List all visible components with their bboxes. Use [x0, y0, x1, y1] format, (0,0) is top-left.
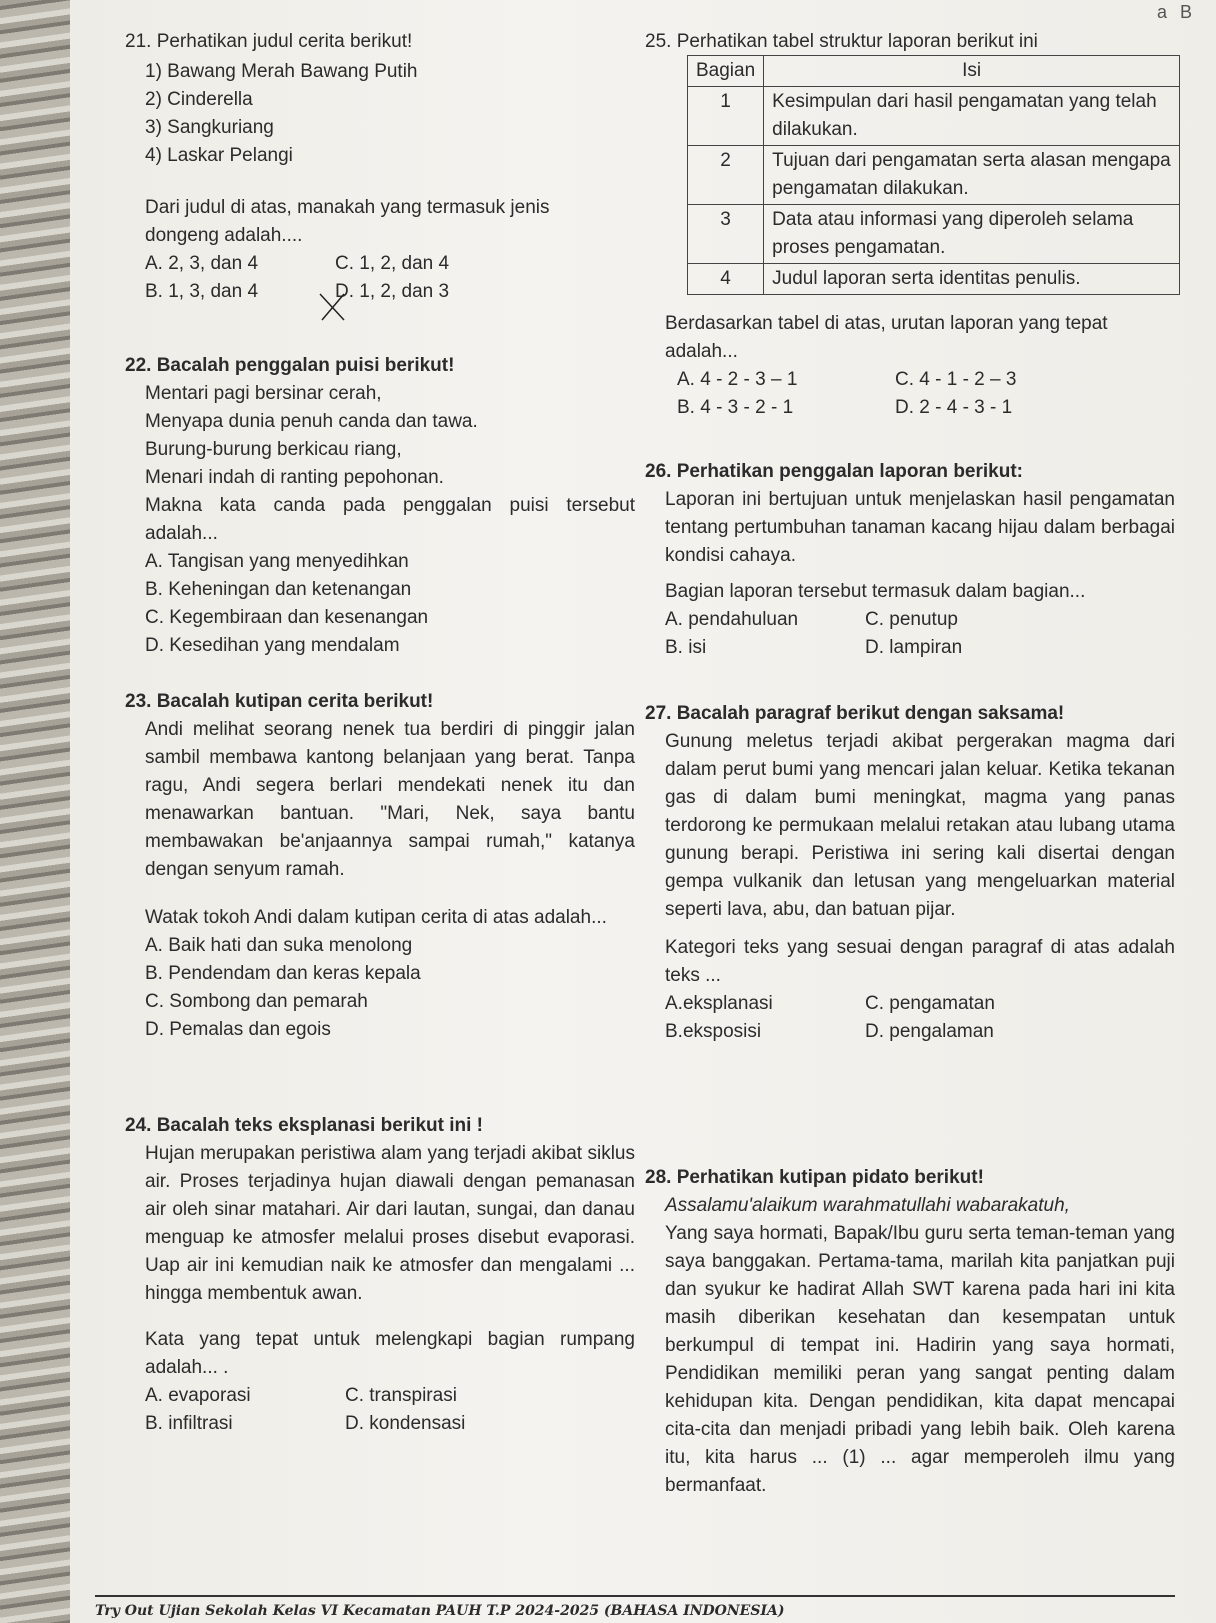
option-b[interactable]: B. isi [665, 637, 707, 658]
option-a[interactable]: A. Baik hati dan suka menolong [145, 935, 413, 956]
q28-greeting: Assalamu'alaikum warahmatullahi wabarakatuh, [665, 1195, 1070, 1216]
poem-line: Menyapa dunia penuh canda dan tawa. [145, 411, 478, 432]
question-25-body [645, 310, 1175, 422]
table-row [688, 87, 1180, 146]
q28-title: 28. Perhatikan kutipan pidato berikut! [645, 1167, 984, 1188]
q23-question: Watak tokoh Andi dalam kutipan cerita di atas adalah... [145, 907, 607, 928]
option-b[interactable]: B. 4 - 3 - 2 - 1 [677, 397, 794, 418]
q22-options [125, 548, 635, 660]
q25-options [645, 366, 1175, 422]
question-21 [125, 28, 635, 306]
table-cell: Kesimpulan dari hasil pengamatan yang telah dilakukan. [764, 87, 1180, 146]
option-d[interactable]: D. 1, 2, dan 3 [335, 281, 450, 302]
option-a[interactable]: A. 2, 3, dan 4 [145, 253, 259, 274]
q27-question: Kategori teks yang sesuai dengan paragraf di atas adalah teks ... [665, 937, 1175, 986]
q24-title: 24. Bacalah teks eksplanasi berikut ini ! [125, 1115, 483, 1136]
q26-options [645, 606, 1175, 662]
option-c[interactable]: C. 4 - 1 - 2 – 3 [895, 369, 1017, 390]
poem-line: Mentari pagi bersinar cerah, [145, 383, 382, 404]
option-b[interactable]: B. infiltrasi [145, 1413, 233, 1434]
option-a[interactable]: A. evaporasi [145, 1385, 251, 1406]
q27-passage: Gunung meletus terjadi akibat pergerakan magma dari dalam perut bumi yang mencari jalan keluar. Ketika tekanan gas di dalam bumi meningkat, magma yang panas terdorong ke permukaan melalui retakan atau lubang utama gunung berapi. Peristiwa ini sering kali disertai dengan gempa vulkanik dan letusan yang mengeluarkan material seperti lava, abu, dan batuan pijar. [665, 731, 1175, 920]
report-structure-table [687, 55, 1180, 295]
table-row [688, 146, 1180, 205]
q21-item: 1) Bawang Merah Bawang Putih [145, 61, 418, 82]
option-a[interactable]: A. pendahuluan [665, 609, 799, 630]
table-cell: 2 [688, 146, 764, 205]
q27-title: 27. Bacalah paragraf berikut dengan saksama! [645, 703, 1065, 724]
q23-title: 23. Bacalah kutipan cerita berikut! [125, 691, 434, 712]
q21-item: 4) Laskar Pelangi [145, 145, 293, 166]
q21-title: 21. Perhatikan judul cerita berikut! [125, 31, 413, 52]
option-d[interactable]: D. 2 - 4 - 3 - 1 [895, 397, 1013, 418]
q23-passage: Andi melihat seorang nenek tua berdiri di pinggir jalan sambil membawa kantong belanjaan yang berat. Tanpa ragu, Andi segera berlari mendekati nenek itu dan menawarkan bantuan. "Mari, Nek, saya bantu membawakan be'anjaannya sampai rumah," katanya dengan senyum ramah. [145, 719, 635, 880]
option-c[interactable]: C. Sombong dan pemarah [145, 991, 368, 1012]
question-26 [645, 458, 1175, 662]
question-22 [125, 352, 635, 660]
q24-options [125, 1382, 635, 1438]
option-d[interactable]: D. pengalaman [865, 1021, 994, 1042]
q26-question: Bagian laporan tersebut termasuk dalam bagian... [665, 581, 1086, 602]
table-cell: Judul laporan serta identitas penulis. [764, 264, 1180, 295]
table-header-row [688, 56, 1180, 87]
option-c[interactable]: C. penutup [865, 609, 958, 630]
table-cell: Tujuan dari pengamatan serta alasan mengapa pengamatan dilakukan. [764, 146, 1180, 205]
table-header: Isi [764, 56, 1180, 87]
option-d[interactable]: D. lampiran [865, 637, 963, 658]
table-cell: Data atau informasi yang diperoleh selama proses pengamatan. [764, 205, 1180, 264]
option-b[interactable]: B. Pendendam dan keras kepala [145, 963, 421, 984]
table-row [688, 264, 1180, 295]
q21-items [125, 58, 635, 170]
option-d[interactable]: D. Pemalas dan egois [145, 1019, 331, 1040]
table-header: Bagian [688, 56, 764, 87]
q26-title: 26. Perhatikan penggalan laporan berikut: [645, 461, 1023, 482]
table-row [688, 205, 1180, 264]
poem-line: Burung-burung berkicau riang, [145, 439, 402, 460]
q21-item: 3) Sangkuriang [145, 117, 274, 138]
option-c[interactable]: C. pengamatan [865, 993, 995, 1014]
question-24 [125, 1112, 635, 1438]
corner-glyphs: a B [1156, 2, 1196, 22]
option-d[interactable]: D. Kesedihan yang mendalam [145, 635, 400, 656]
q27-options [645, 990, 1175, 1046]
question-27 [645, 700, 1175, 1046]
option-c[interactable]: C. Kegembiraan dan kesenangan [145, 607, 429, 628]
table-cell: 3 [688, 205, 764, 264]
option-a[interactable]: A.eksplanasi [665, 993, 773, 1014]
q28-passage: Yang saya hormati, Bapak/Ibu guru serta teman-teman yang saya banggakan. Pertama-tama, marilah kita panjatkan puji dan syukur ke hadirat Allah SWT karena pada hari ini kita masih diberikan kesehatan dan kesempatan untuk berkumpul di tempat ini. Hadirin yang saya hormati, Pendidikan memiliki peran yang sangat penting dalam kehidupan kita. Dengan pendidikan, kita dapat mencapai cita-cita dan menjadi pribadi yang lebih baik. Oleh karena itu, kita harus ... (1) ... agar memperoleh ilmu yang bermanfaat. [665, 1223, 1175, 1496]
q22-title: 22. Bacalah penggalan puisi berikut! [125, 355, 455, 376]
q25-question: Berdasarkan tabel di atas, urutan laporan yang tepat adalah... [665, 313, 1108, 362]
q21-question: Dari judul di atas, manakah yang termasuk jenis dongeng adalah.... [145, 197, 550, 246]
table-cell: 4 [688, 264, 764, 295]
option-c[interactable]: C. transpirasi [345, 1385, 457, 1406]
option-b[interactable]: B. 1, 3, dan 4 [145, 281, 259, 302]
q22-question: Makna kata canda pada penggalan puisi tersebut adalah... [145, 495, 635, 544]
option-b[interactable]: B.eksposisi [665, 1021, 762, 1042]
option-d[interactable]: D. kondensasi [345, 1413, 466, 1434]
poem-line: Menari indah di ranting pepohonan. [145, 467, 444, 488]
q24-question: Kata yang tepat untuk melengkapi bagian rumpang adalah... . [145, 1329, 635, 1378]
q23-options [125, 932, 635, 1044]
cross-mark-icon [318, 292, 348, 322]
footer: Try Out Ujian Sekolah Kelas VI Kecamatan PAUH T.P 2024-2025 (BAHASA INDONESIA) [95, 1595, 1175, 1619]
option-c[interactable]: C. 1, 2, dan 4 [335, 253, 450, 274]
q22-poem [125, 380, 635, 492]
q25-title: 25. Perhatikan tabel struktur laporan berikut ini [645, 31, 1038, 52]
q21-item: 2) Cinderella [145, 89, 253, 110]
q24-passage: Hujan merupakan peristiwa alam yang terjadi akibat siklus air. Proses terjadinya hujan diawali dengan pemanasan air oleh sinar matahari. Air dari lautan, sungai, dan danau menguap ke atmosfer melalui proses disebut evaporasi. Uap air ini kemudian naik ke atmosfer dan mengalami ... hingga membentuk awan. [145, 1143, 635, 1304]
question-23 [125, 688, 635, 1044]
option-b[interactable]: B. Keheningan dan ketenangan [145, 579, 412, 600]
q21-options [125, 250, 635, 306]
table-cell: 1 [688, 87, 764, 146]
option-a[interactable]: A. Tangisan yang menyedihkan [145, 551, 409, 572]
q26-passage: Laporan ini bertujuan untuk menjelaskan hasil pengamatan tentang pertumbuhan tanaman kacang hijau dalam berbagai kondisi cahaya. [665, 489, 1175, 566]
option-a[interactable]: A. 4 - 2 - 3 – 1 [677, 369, 798, 390]
question-28 [645, 1164, 1175, 1500]
